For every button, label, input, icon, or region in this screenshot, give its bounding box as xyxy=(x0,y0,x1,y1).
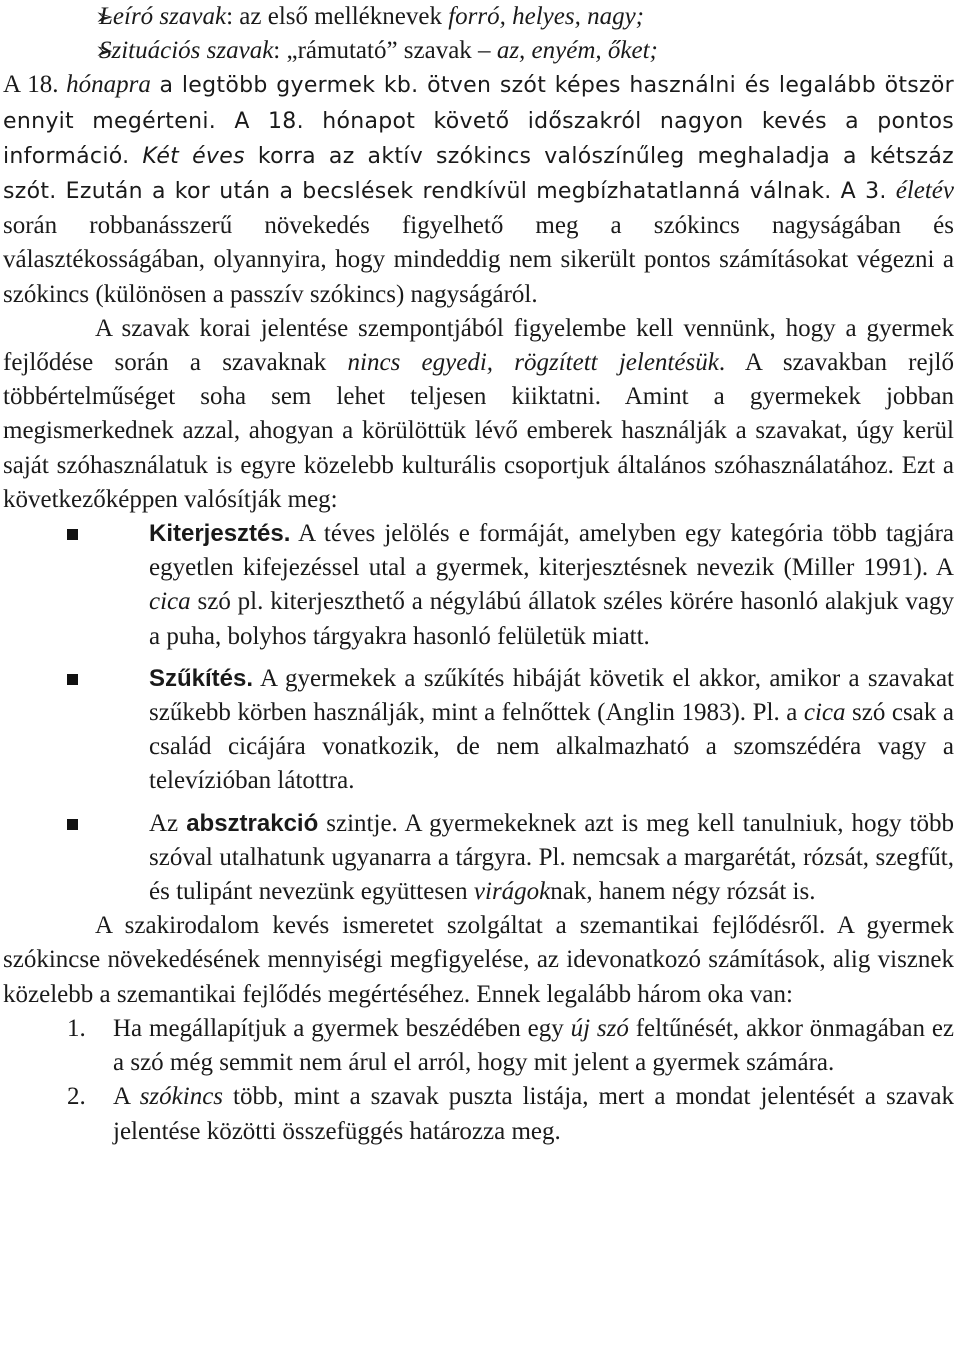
list-number: 1. xyxy=(67,1014,86,1042)
list-item-abstraction: Az absztrakció szintje. A gyermekeknek azt is meg kell tanulniuk, hogy több szóval utalhatunk ugyanarra a tárgyra. Pl. nemcsak a margarétát, rózsát, szegfűt, és tulipánt nevezünk együttesen virágoknak, hanem négy rózsát is. xyxy=(3,807,954,910)
list-number: 2. xyxy=(67,1083,86,1111)
arrowhead-bullet-icon xyxy=(95,0,113,34)
bullet-term: Leíró szavak xyxy=(99,3,227,30)
term-heading: Szűkítés. xyxy=(149,664,254,692)
numbered-item-1: 1. Ha megállapítjuk a gyermek beszédében egy új szó feltűnését, akkor önmagában ez a szó még semmit nem árul el arról, hogy mit jelent a gyermek számára. xyxy=(3,1012,954,1080)
bullet-item-descriptive-words: ➢ Leíró szavak: az első melléknevek forró, helyes, nagy; xyxy=(3,0,954,34)
arrowhead-bullet-icon xyxy=(95,34,113,68)
bullet-item-situational-words: ➢ Szituációs szavak: „rámutató” szavak – az, enyém, őket; xyxy=(3,34,954,68)
list-item-extension: Kiterjesztés. A téves jelölés e formáját, amelyben egy kategória több tagjára egyetlen kifejezéssel utal a gyermek, kiterjesztésnek nevezik (Miller 1991). A cica szó pl. kiterjeszthető a négylábú állatok széles körére hasonló alakjuk vagy a puha, bolyhos tárgyakra hasonló felületük miatt. xyxy=(3,517,954,654)
term-heading: absztrakció xyxy=(186,809,319,837)
paragraph-semantic-literature: A szakirodalom kevés ismeretet szolgáltat a szemantikai fejlődésről. A gyermek szókincse növekedésének mennyiségi megfigyelése, az idevonatkozó számítások, alig visznek közelebb a szemantikai fejlődés megértéséhez. Ennek legalább három oka van: xyxy=(3,912,954,1008)
term-heading: Kiterjesztés. xyxy=(149,520,291,548)
list-item-narrowing: Szűkítés. A gyermekek a szűkítés hibáját követik el akkor, amikor a szavakat szűkebb körben használják, mint a felnőttek (Anglin 1983). Pl. a cica szó csak a család cicájára vonatkozik, de nem alkalmazható a szomszédéra vagy a televízióban látottra. xyxy=(3,662,954,799)
square-bullet-icon xyxy=(67,819,78,830)
paragraph-early-word-meaning: A szavak korai jelentése szempontjából figyelembe kell vennünk, hogy a gyermek fejlődése során a szavaknak nincs egyedi, rögzített jelentésük. A szavakban rejlő többértelműséget soha sem lehet teljesen kiiktatni. Amint a gyermekek jobban megismerkednek azzal, ahogyan a körülöttük lévő emberek használják a szavakat, úgy kerül saját szóhasználatuk is egyre közelebb kulturális csoportjuk általános szóhasználatához. Ezt a következőképpen valósítják meg: xyxy=(3,314,954,513)
square-bullet-icon xyxy=(67,674,78,685)
bullet-term: Szituációs szavak xyxy=(99,37,274,65)
numbered-item-2: 2. A szókincs több, mint a szavak puszta listája, mert a mondat jelentését a szavak jelentése közötti összefüggés határozza meg. xyxy=(3,1080,954,1148)
square-bullet-icon xyxy=(67,529,78,540)
paragraph-vocabulary-growth: A 18. hónapra a legtöbb gyermek kb. ötven szót képes használni és legalább ötször ennyit megérteni. A 18. hónapot követő időszakról nagyon kevés a pontos információ. Két éves korra az aktív szókincs valószínűleg meghaladja a kétszáz szót. Ezután a kor után a becslések rendkívül megbízhatatlanná válnak. A 3. életév során robbanásszerű növekedés figyelhető meg a szókincs nagyságában és választékosságában, olyannyira, hogy mindeddig nem sikerült pontos számításokat végezni a szókincs (különösen a passzív szókincs) nagyságáról. xyxy=(3,71,955,308)
